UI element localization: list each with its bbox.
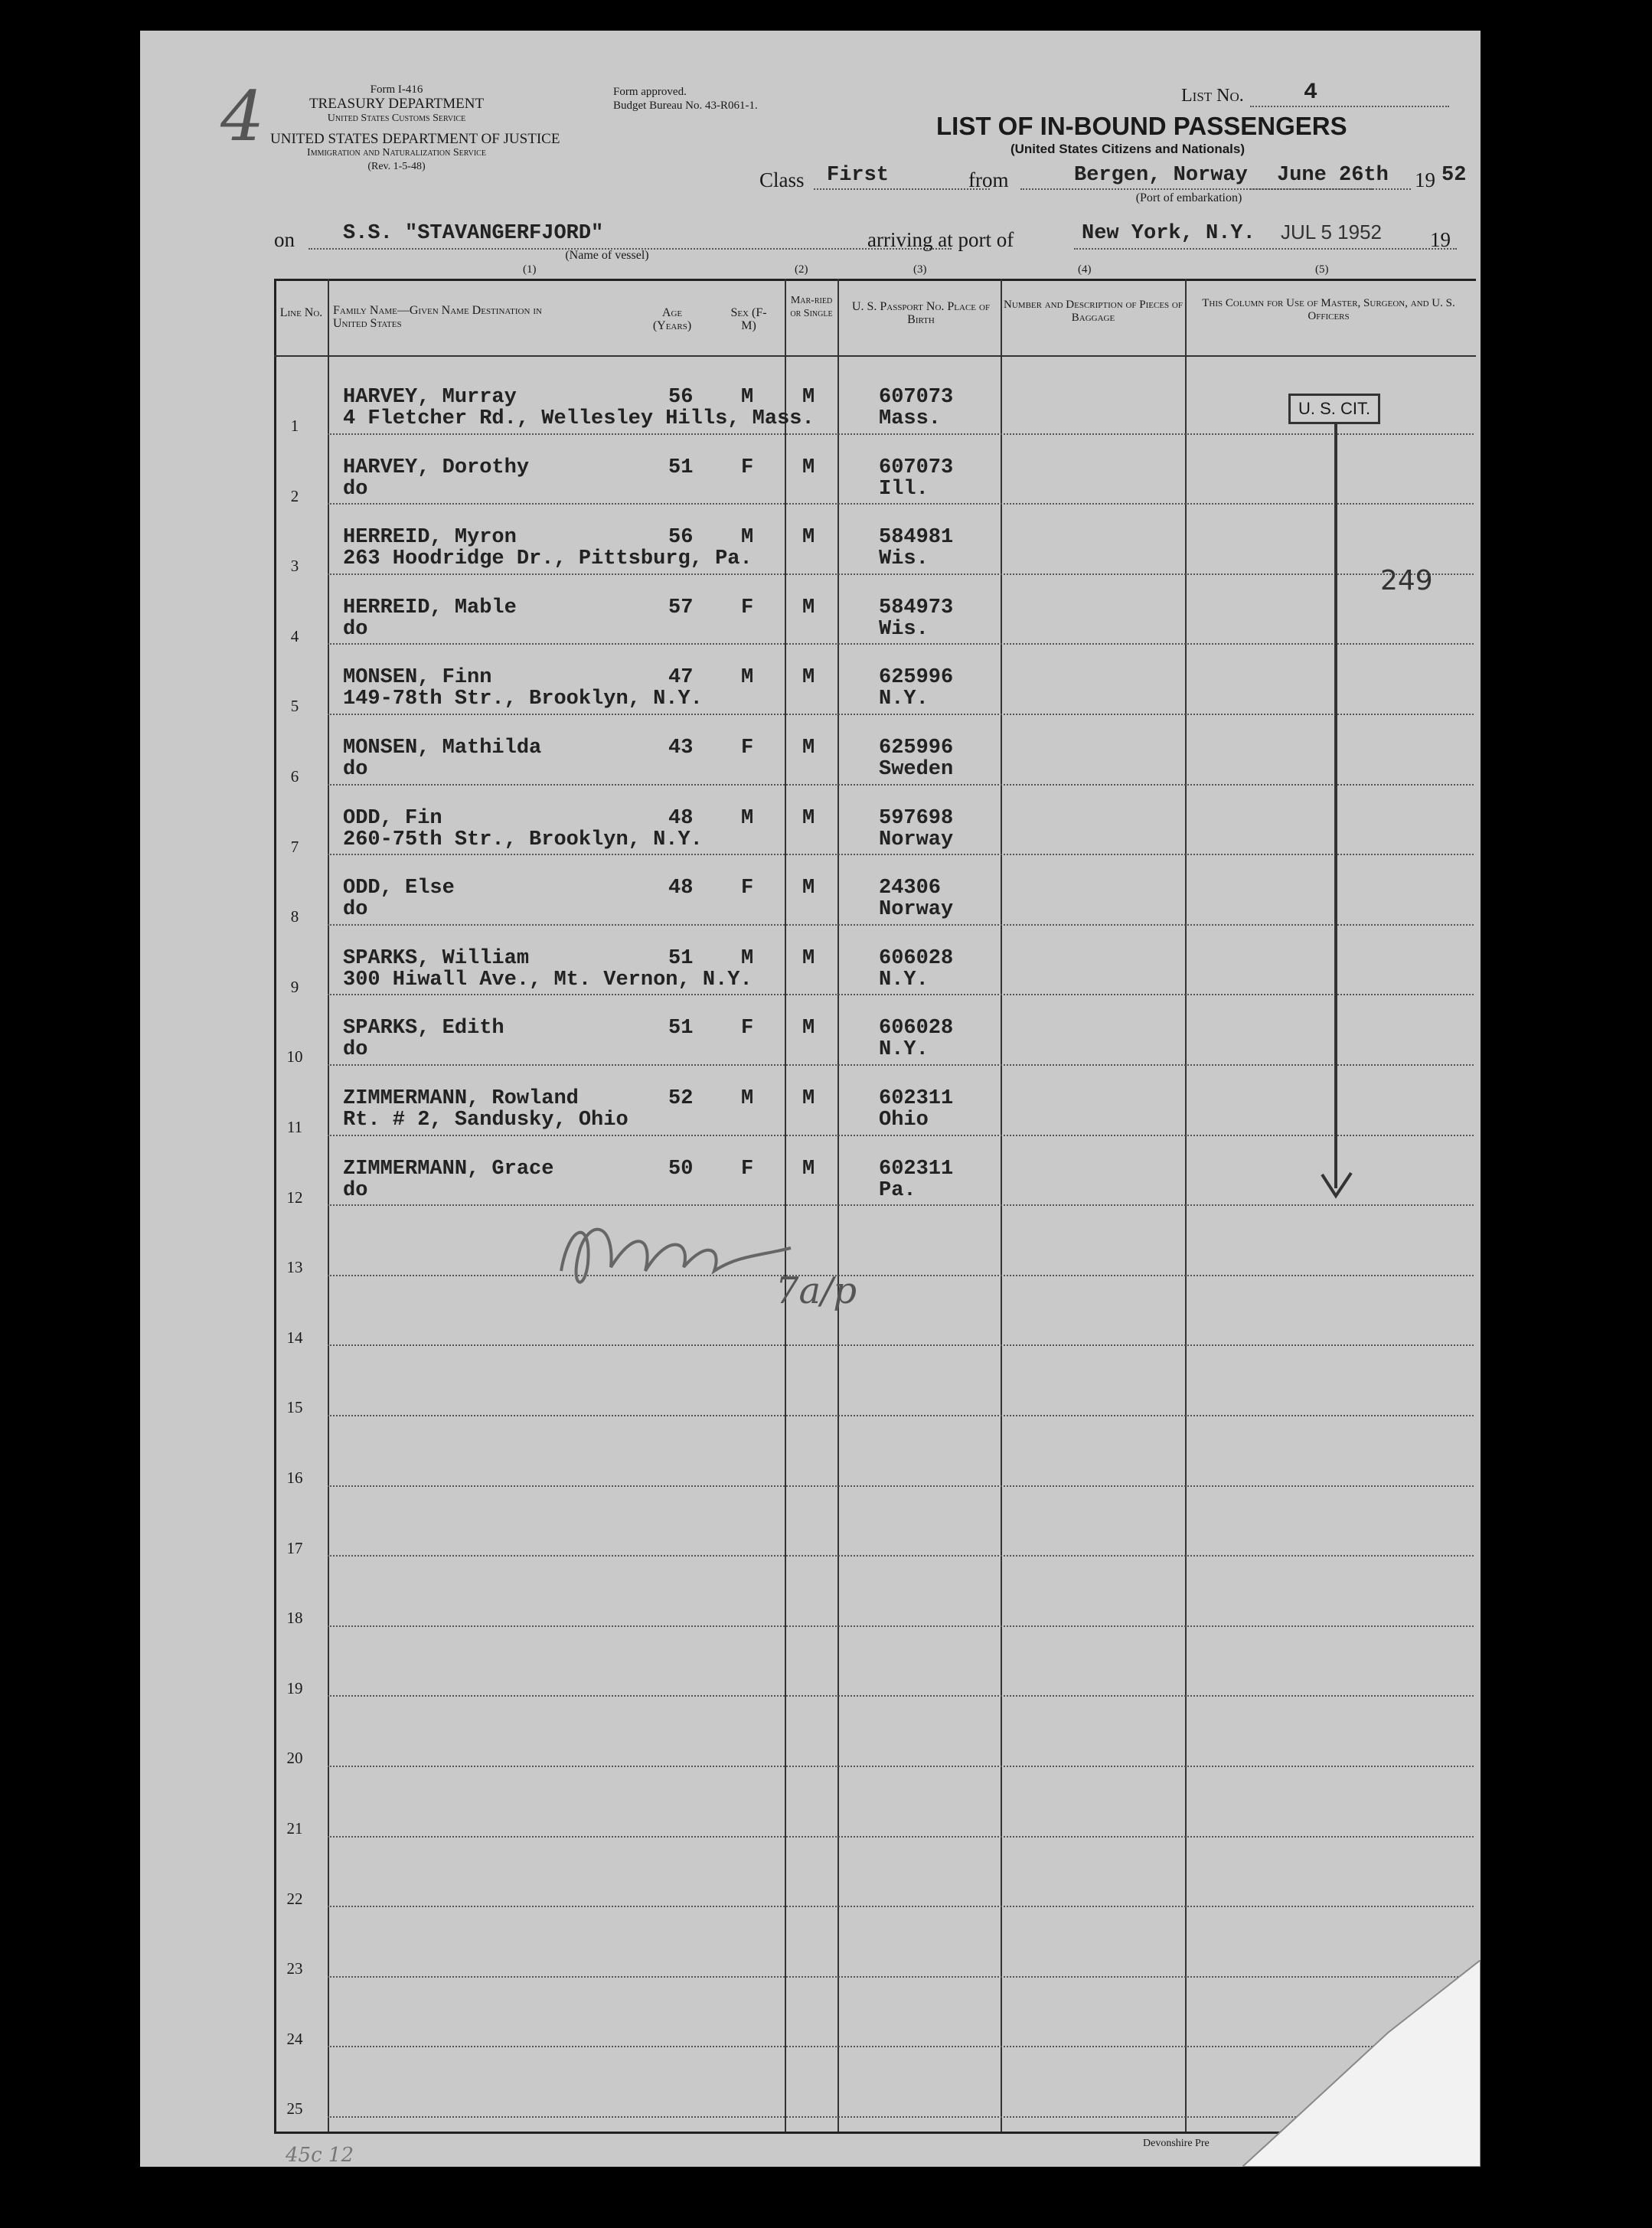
place-of-birth: Mass.: [879, 407, 942, 430]
row-divider: [328, 1204, 1474, 1206]
marital-status: M: [802, 877, 815, 900]
passenger-destination: Rt. # 2, Sandusky, Ohio: [343, 1109, 628, 1132]
vessel-caption: (Name of vessel): [565, 249, 649, 262]
passenger-sex: M: [741, 1087, 754, 1110]
header-age: Age (Years): [652, 306, 692, 332]
header-passport: U. S. Passport No. Place of Birth: [851, 300, 991, 326]
passport-number: 24306: [879, 877, 942, 900]
passenger-destination: do: [343, 1038, 368, 1061]
line-number: 13: [286, 1258, 303, 1276]
passenger-sex: M: [741, 807, 754, 830]
passenger-destination: 149-78th Str., Brooklyn, N.Y.: [343, 688, 703, 711]
passport-number: 584981: [879, 526, 954, 549]
line-number: 15: [286, 1398, 303, 1416]
col-num-5: (5): [1315, 263, 1329, 276]
line-number: 2: [290, 487, 299, 505]
place-of-birth: Norway: [879, 828, 954, 851]
embark-date: June 26th: [1277, 164, 1389, 187]
passport-number: 584973: [879, 596, 954, 619]
passenger-sex: F: [741, 456, 754, 479]
row-divider: [328, 503, 1474, 505]
col-num-1: (1): [523, 263, 537, 276]
row-divider: [328, 714, 1474, 715]
header-baggage: Number and Description of Pieces of Baggage: [1004, 299, 1183, 324]
arrival-date-stamp: JUL 5 1952: [1281, 221, 1383, 243]
row-divider: [328, 1064, 1474, 1066]
line-number: 20: [286, 1749, 303, 1767]
marital-status: M: [802, 947, 815, 970]
from-label: from: [968, 168, 1009, 191]
passenger-name: MONSEN, Mathilda: [343, 737, 542, 760]
marital-status: M: [802, 666, 815, 689]
line-number: 14: [286, 1328, 303, 1347]
year-suffix: 52: [1441, 164, 1467, 187]
place-of-birth: N.Y.: [879, 688, 929, 711]
list-no-value: 4: [1304, 80, 1318, 106]
passenger-name: ZIMMERMANN, Rowland: [343, 1087, 579, 1110]
row-divider: [328, 924, 1474, 926]
header-married: Mar-ried or Single: [790, 295, 833, 319]
class-label: Class: [759, 168, 805, 191]
place-of-birth: Wis.: [879, 618, 929, 641]
passenger-sex: M: [741, 526, 754, 549]
bottom-note: 45c 12: [286, 2144, 354, 2167]
header-sex: Sex (F-M): [730, 306, 767, 332]
passenger-destination: do: [343, 1179, 368, 1202]
treasury-dept: TREASURY DEPARTMENT: [309, 96, 485, 112]
arrival-port: New York, N.Y.: [1082, 222, 1255, 245]
passenger-destination: do: [343, 898, 368, 921]
passenger-name: SPARKS, William: [343, 947, 530, 970]
passenger-name: MONSEN, Finn: [343, 666, 492, 689]
line-number: 12: [286, 1188, 303, 1207]
line-number: 8: [290, 907, 299, 926]
passport-number: 606028: [879, 947, 954, 970]
passenger-name: HARVEY, Murray: [343, 386, 517, 409]
passenger-sex: F: [741, 1017, 754, 1040]
customs-service: United States Customs Service: [327, 113, 466, 124]
passenger-destination: 260-75th Str., Brooklyn, N.Y.: [343, 828, 703, 851]
line-number: 3: [290, 557, 299, 575]
col-num-3: (3): [913, 263, 927, 276]
col-num-4: (4): [1078, 263, 1092, 276]
passenger-age: 51: [668, 947, 694, 970]
passenger-age: 51: [668, 456, 694, 479]
passport-number: 597698: [879, 807, 954, 830]
line-number: 25: [286, 2099, 303, 2118]
form-number: Form I-416: [370, 83, 423, 96]
passenger-name: HARVEY, Dorothy: [343, 456, 530, 479]
on-label: on: [274, 228, 295, 251]
passenger-age: 52: [668, 1087, 694, 1110]
passenger-age: 48: [668, 807, 694, 830]
passenger-destination: do: [343, 618, 368, 641]
marital-status: M: [802, 1158, 815, 1181]
form-approved: Form approved.: [613, 86, 687, 98]
row-divider: [328, 854, 1474, 855]
row-divider: [328, 433, 1474, 435]
vessel-name: S.S. "STAVANGERFJORD": [343, 222, 604, 245]
marital-status: M: [802, 526, 815, 549]
justice-dept: UNITED STATES DEPARTMENT OF JUSTICE: [270, 131, 560, 147]
row-divider: [328, 1275, 1474, 1276]
place-of-birth: Wis.: [879, 547, 929, 570]
class-value: First: [827, 164, 890, 187]
row-divider: [328, 1695, 1474, 1697]
row-divider: [328, 1485, 1474, 1487]
manifest-page: [140, 31, 1481, 2167]
passenger-destination: do: [343, 478, 368, 501]
line-number: 19: [286, 1679, 303, 1697]
line-number: 6: [290, 767, 299, 786]
passenger-name: SPARKS, Edith: [343, 1017, 504, 1040]
line-number: 1: [290, 417, 299, 435]
passenger-destination: do: [343, 758, 368, 781]
passenger-name: ZIMMERMANN, Grace: [343, 1158, 554, 1181]
line-number: 5: [290, 697, 299, 715]
place-of-birth: Ohio: [879, 1109, 929, 1132]
passenger-name: ODD, Else: [343, 877, 455, 900]
row-divider: [328, 643, 1474, 645]
header-officers: This Column for Use of Master, Surgeon, and U. S. Officers: [1202, 297, 1455, 322]
list-no-label: List No.: [1181, 86, 1244, 106]
row-divider: [328, 1344, 1474, 1346]
place-of-birth: N.Y.: [879, 969, 929, 991]
printer-mark: Devonshire Pre: [1143, 2138, 1210, 2149]
line-number: 11: [286, 1118, 303, 1136]
line-number: 17: [286, 1539, 303, 1557]
ins-service: Immigration and Naturalization Service: [307, 147, 486, 158]
year-prefix: 19: [1415, 168, 1435, 191]
arrival-year: 19: [1430, 228, 1451, 251]
header-name: Family Name—Given Name Destination in United States: [333, 304, 542, 330]
passport-number: 607073: [879, 386, 954, 409]
line-number: 4: [290, 627, 299, 645]
place-of-birth: Pa.: [879, 1179, 916, 1202]
passenger-age: 57: [668, 596, 694, 619]
line-number: 10: [286, 1047, 303, 1066]
passenger-age: 56: [668, 386, 694, 409]
row-divider: [328, 1836, 1474, 1838]
passenger-sex: F: [741, 596, 754, 619]
row-divider: [328, 1555, 1474, 1557]
passenger-sex: M: [741, 947, 754, 970]
header-line-no: Line No.: [279, 306, 323, 319]
row-divider: [328, 784, 1474, 786]
passenger-age: 56: [668, 526, 694, 549]
page-title: LIST OF IN-BOUND PASSENGERS: [936, 112, 1347, 140]
passenger-age: 50: [668, 1158, 694, 1181]
row-divider: [328, 1625, 1474, 1627]
place-of-birth: Sweden: [879, 758, 954, 781]
marital-status: M: [802, 807, 815, 830]
arriving-label: arriving at port of: [867, 228, 1014, 251]
passenger-sex: M: [741, 386, 754, 409]
passenger-age: 47: [668, 666, 694, 689]
passport-number: 607073: [879, 456, 954, 479]
row-divider: [328, 573, 1474, 575]
passenger-count: 249: [1380, 565, 1433, 596]
marital-status: M: [802, 1017, 815, 1040]
line-number: 16: [286, 1468, 303, 1487]
revision: (Rev. 1-5-48): [367, 161, 426, 172]
passenger-destination: 263 Hoodridge Dr., Pittsburg, Pa.: [343, 547, 753, 570]
marital-status: M: [802, 456, 815, 479]
passenger-destination: 300 Hiwall Ave., Mt. Vernon, N.Y.: [343, 969, 753, 991]
officer-signature: [546, 1194, 798, 1309]
line-number: 18: [286, 1609, 303, 1627]
passenger-name: HERREID, Mable: [343, 596, 517, 619]
row-divider: [328, 1415, 1474, 1416]
passenger-name: ODD, Fin: [343, 807, 442, 830]
line-number: 24: [286, 2030, 303, 2048]
margin-mark: 4: [220, 77, 265, 157]
passport-number: 602311: [879, 1087, 954, 1110]
passenger-destination: 4 Fletcher Rd., Wellesley Hills, Mass.: [343, 407, 815, 430]
place-of-birth: Norway: [879, 898, 954, 921]
marital-status: M: [802, 737, 815, 760]
line-number: 23: [286, 1959, 303, 1978]
passport-number: 606028: [879, 1017, 954, 1040]
passenger-sex: F: [741, 877, 754, 900]
row-divider: [328, 1766, 1474, 1767]
passport-number: 625996: [879, 666, 954, 689]
passenger-age: 51: [668, 1017, 694, 1040]
marital-status: M: [802, 1087, 815, 1110]
marital-status: M: [802, 596, 815, 619]
passenger-sex: F: [741, 1158, 754, 1181]
line-number: 21: [286, 1819, 303, 1838]
row-divider: [328, 994, 1474, 995]
row-divider: [328, 1135, 1474, 1136]
passenger-sex: F: [741, 737, 754, 760]
place-of-birth: N.Y.: [879, 1038, 929, 1061]
handwritten-time: 7a/p: [775, 1269, 857, 1312]
port-caption: (Port of embarkation): [1135, 191, 1242, 204]
page-subtitle: (United States Citizens and Nationals): [1010, 142, 1246, 156]
row-divider: [328, 1906, 1474, 1907]
torn-corner: [1242, 1960, 1481, 2167]
line-number: 22: [286, 1890, 303, 1908]
line-number: 7: [290, 838, 299, 856]
passport-number: 625996: [879, 737, 954, 760]
col-num-2: (2): [795, 263, 808, 276]
line-number: 9: [290, 978, 299, 996]
us-citizen-stamp: U. S. CIT.: [1288, 394, 1380, 424]
passenger-age: 48: [668, 877, 694, 900]
budget-bureau: Budget Bureau No. 43-R061-1.: [613, 100, 758, 112]
passenger-name: HERREID, Myron: [343, 526, 517, 549]
passport-number: 602311: [879, 1158, 954, 1181]
bracket-arrow: [1334, 423, 1337, 1188]
port-of-embarkation: Bergen, Norway: [1074, 164, 1248, 187]
passenger-age: 43: [668, 737, 694, 760]
place-of-birth: Ill.: [879, 478, 929, 501]
marital-status: M: [802, 386, 815, 409]
arrow-head-icon: [1317, 1170, 1356, 1201]
passenger-sex: M: [741, 666, 754, 689]
